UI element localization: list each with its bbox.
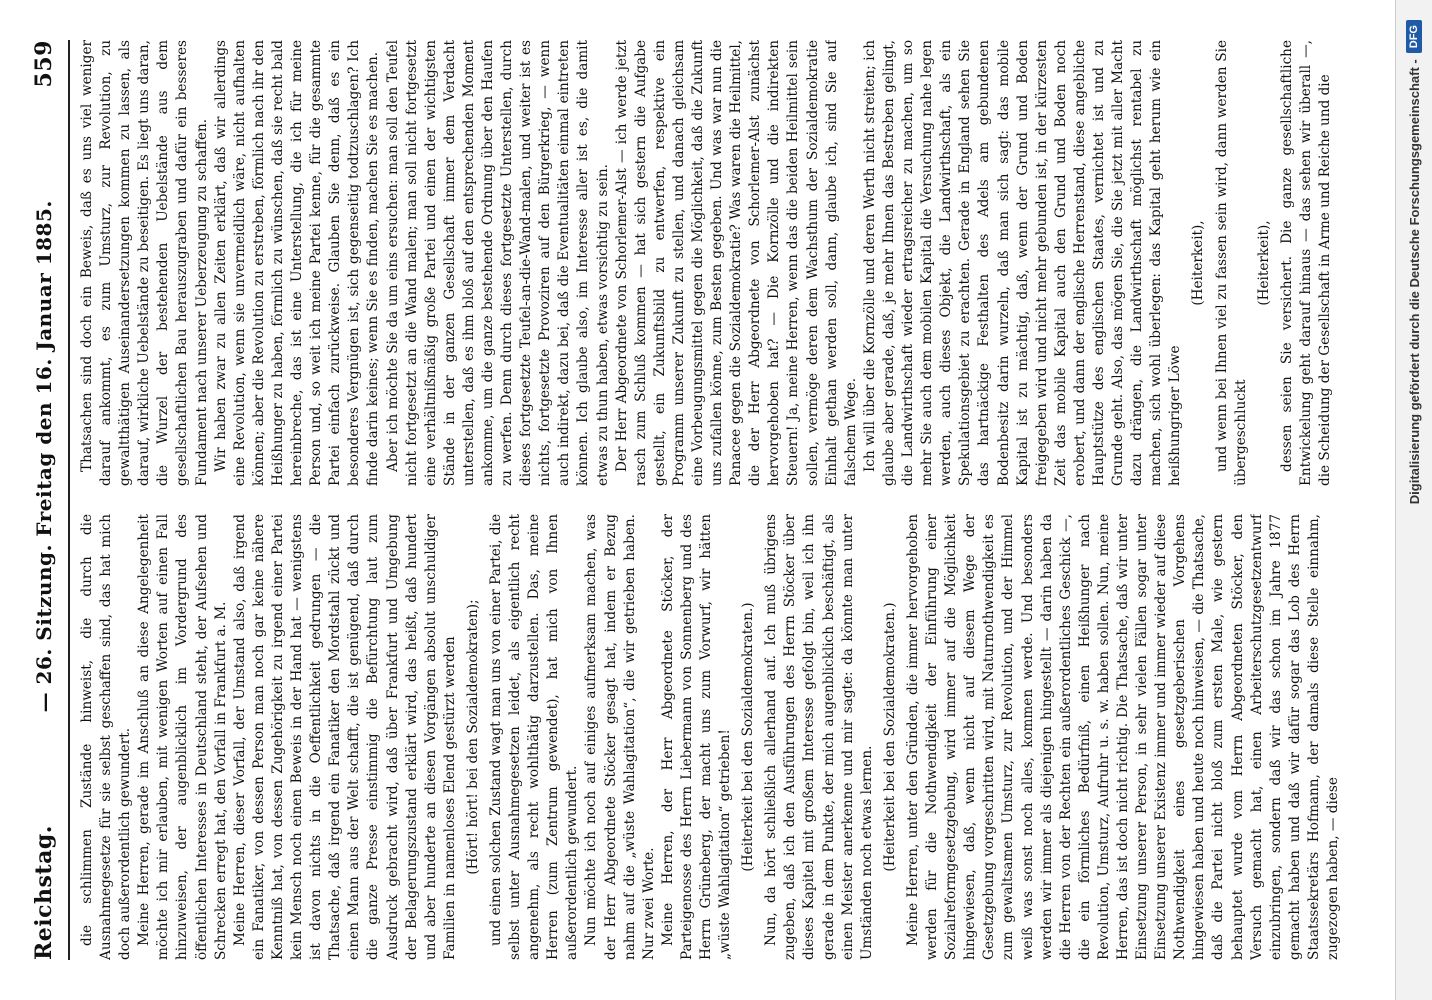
paragraph: und wenn bei Ihnen viel zu fassen sein wird, dann werden Sie übergeschluckt bbox=[1213, 40, 1249, 486]
paragraph: Nun, da hört schließlich allerhand auf. Ich muß übrigens zugeben, daß ich den Ausführungen des Herrn Stöcker über dieses Kapitel mit großem Interesse gefolgt bin, weil ich ihn gerade in dem Punkte, der mich augenblicklich beschäftigt, als einen Meister anerkenne und mir sagte: da könnte man unter Umständen noch etwas lernen. bbox=[763, 514, 875, 960]
header-session-date: — 26. Sitzung. Freitag den 16. Januar 1885. bbox=[32, 200, 56, 713]
paragraph: Meine Herren, der Herr Abgeordnete Stöcker, der Parteigenosse des Herrn Liebermann von Sonnenberg und des Herrn Grüneberg, der macht uns zum Vorwurf, wir hätten „wüste Wahlagitation“ getrieben! bbox=[659, 514, 734, 960]
paragraph: Meine Herren, dieser Vorfall, der Umstand also, daß irgend ein Fanatiker, von dessen Person man noch gar keine nähere Kenntniß hat, von dessen Zugehörigkeit zu irgend einer Partei kein Mensch noch einen Beweis in der Hand hat — wenigstens ist davon nichts in die Oeffentlichkeit gedrungen — die Thatsache, daß irgend ein Fanatiker den Mordstahl zückt und einen Mann aus der Welt schafft, die ist genügend, daß durch die ganze Presse einstimmig die Befürchtung laut zum Ausdruck gebracht wird, daß über Frankfurt und Umgebung der Belagerungszustand erklärt wird, das heißt, daß hundert und aber hunderte an diesen Vorgängen absolut unschuldiger Familien in namenloses Elend gestürzt werden bbox=[231, 514, 458, 960]
paragraph: Ich will über die Kornzölle und deren Werth nicht streiten; ich glaube aber gerade, daß, je mehr Ihnen das Bestreben gelingt, die Landwirthschaft wieder ertragsreicher zu machen, um so mehr Sie auch dem mobilen Kapital die Versuchung nahe legen werden, auch dieses Objekt, die Landwirthschaft, als ein Spekulationsgebiet zu erachten. Gerade in England sehen Sie das hartnäckige Festhalten des Adels am gebundenen Bodenbesitz darin wurzeln, daß man sich sagt: das mobile Kapital ist zu mächtig, daß, wenn der Grund und Boden freigegeben wird und nicht mehr gebunden ist, in der kürzesten Zeit das mobile Kapital auch den Grund und Boden noch erobert, und dann der englische Herrenstand, diese angebliche Hauptstütze des englischen Staates, vernichtet ist und zu Grunde geht. Also, das mögen Sie, die Sie jetzt mit aller Macht dazu drängen, die Landwirthschaft möglichst rentabel zu machen, sich wohl überlegen: das Kapital geht herum wie ein heißhungriger Löwe bbox=[861, 40, 1184, 486]
text-columns bbox=[78, 40, 1362, 960]
dfg-badge: DFG bbox=[1406, 20, 1422, 53]
interjection: (Heiterkeit bei den Sozialdemokraten.) bbox=[881, 602, 898, 872]
header-publication: Reichstag. bbox=[31, 825, 57, 960]
page-header bbox=[24, 40, 64, 960]
text-column-right bbox=[78, 40, 1362, 486]
header-rule bbox=[68, 40, 70, 960]
interjection: (Heiterkeit), bbox=[1255, 220, 1272, 306]
paragraph: Aber ich möchte Sie da um eins ersuchen: man soll den Teufel nicht fortgesetzt an die Wand malen; man soll nicht fortgesetzt eine verhältnißmäßig große Partei und einen der wichtigsten Stände in der ganzen Gesellschaft immer dem Verdacht unterstellen, daß es ihm bloß auf den entsprechenden Moment ankomme, um die ganze bestehende Ordnung über den Haufen zu werfen. Denn durch dieses fortgesetzte Unterstellen, durch dieses fortgesetzte Teufel-an-die-Wand-malen, und weiter ist es nichts, fortgesetzte Provoziren auf den Bürgerkrieg, — wenn auch indirekt, dazu bei, daß die Eventualitäten einmal eintreten können. Ich glaube also, im Interesse aller ist es, die damit etwas zu thun haben, etwas vorsichtig zu sein. bbox=[384, 40, 611, 486]
paragraph: Der Herr Abgeordnete von Schorlemer-Alst — ich werde jetzt rasch zum Schluß kommen — hat sich gestern die Aufgabe gestellt, ein Zukunftsbild zu entwerfen, respektive ein Programm unserer Zukunft zu stellen, und danach gleichsam eine Vorbeugungsmittel gegen die Möglichkeit, daß die Zukunft uns zufallen könne, zum Besten gegeben. Und was war nun die Panacee gegen die Sozialdemokratie? Was waren die Heilmittel, die der Herr Abgeordnete von Schorlemer-Alst zunächst hervorgehoben hat? — Die Kornzölle und die indirekten Steuern! Ja, meine Herren, wenn das die beiden Heilmittel sein sollen, vermöge deren dem Wachsthum der Sozialdemokratie Einhalt gethan werden soll, dann, glaube ich, sind Sie auf falschem Wege. bbox=[613, 40, 859, 486]
header-page-number: 559 bbox=[31, 40, 57, 88]
paragraph: dessen seien Sie versichert. Die ganze gesellschaftliche Entwickelung geht darauf hinaus — das sehen wir überall —, die Scheidung der Gesellschaft in Arme und Reiche und die bbox=[1278, 40, 1333, 486]
interjection: (Heiterkeit), bbox=[1190, 220, 1207, 306]
paragraph: Nun möchte ich noch auf einiges aufmerksam machen, was der Herr Abgeordnete Stöcker gesagt hat, indem er Bezug nahm auf die „wüste Wahlagitation“, die wir getrieben haben. Nur zwei Worte. bbox=[583, 514, 657, 960]
paragraph: Thatsachen sind doch ein Beweis, daß es uns viel weniger darauf ankommt, es zum Umsturz, zur Revolution, zu gewaltthätigen Auseinandersetzungen kommen zu lassen, als darauf, wirkliche Uebelstände zu beseitigen. Es liegt uns daran, die Wurzel der bestehenden Uebelstände aus dem gesellschaftlichen Bau herauszugraben und dafür ein besseres Fundament nach unserer Ueberzeugung zu schaffen. bbox=[79, 40, 210, 486]
interjection: (Hört! hört! bei den Sozialdemokraten); bbox=[464, 599, 481, 875]
text-column-left bbox=[78, 514, 1362, 960]
interjection: (Heiterkeit bei den Sozialdemokraten.) bbox=[740, 602, 757, 872]
paragraph: die schlimmen Zustände hinweist, die durch die Ausnahmegesetze für sie selbst geschaffen sind, das hat mich doch außerordentlich gewundert. bbox=[79, 514, 134, 960]
paragraph: Meine Herren, gerade im Anschluß an diese Angelegenheit möchte ich mir erlauben, mit wenigen Worten auf einen Fall hinzuweisen, der augenblicklich im Vordergrund des öffentlichen Interesses in Deutschland steht, der Aufsehen und Schrecken erregt hat, den Vorfall in Frankfurt a. M. bbox=[136, 514, 229, 960]
paragraph: Wir haben zwar zu allen Zeiten erklärt, daß wir allerdings eine Revolution, wenn sie unvermeidlich wäre, nicht aufhalten können; aber die Revolution zu erstreben, förmlich nach ihr den Heißhunger zu haben, förmlich zu wünschen, daß sie recht bald hereinbreche, das ist eine Unterstellung, die ich für meine Person und, so weit ich meine Partei kenne, für die gesammte Partei einfach zurückweise. Glauben Sie denn, daß es ein besonderes Vergnügen ist, sich gegenseitig todtzuschlagen? Ich finde darin keines; wenn Sie es finden, machen Sie es machen. bbox=[212, 40, 382, 486]
digitization-footer bbox=[1395, 0, 1432, 1000]
funding-text: Digitalisierung gefördert durch die Deutsche Forschungsgemeinschaft - bbox=[1406, 59, 1422, 505]
paragraph: Meine Herren, unter den Gründen, die immer hervorgehoben werden für die Nothwendigkeit der Einführung einer Sozialreformgesetzgebung, wird immer auf die Möglichkeit hingewiesen, daß, wenn nicht auf diesem Wege der Gesetzgebung vorgeschritten wird, mit Naturnothwendigkeit es zum gewaltsamen Umsturz, zur Revolution, und der Himmel weiß was sonst noch alles, kommen werde. Und besonders werden wir immer als diejenigen hingestellt — darin haben da die Herren von der Rechten ein außerordentliches Geschick —, die ein förmliches Bedürfniß, einen Heißhunger nach Revolution, Umsturz, Aufruhr u. s. w. haben sollen. Nun, meine Herren, das ist doch nicht richtig. Die Thatsache, daß wir unter Einsetzung unserer Person, in sehr vielen Fällen sogar unter Einsetzung unserer Existenz immer und immer wieder auf diese Nothwendigkeit eines gesetzgeberischen Vorgehens hingewiesen haben und heute noch hinweisen, — die Thatsache, daß die Partei nicht bloß zum ersten Male, wie gestern behauptet wurde vom Herrn Abgeordneten Stöcker, den Versuch gemacht hat, einen Arbeiterschutzgesetzentwurf einzubringen, sondern daß wir das schon im Jahre 1877 gemacht haben und daß wir dafür sogar das Lob des Herrn Staatssekretärs Hofmann, der damals diese Stelle einnahm, zugezogen haben, — diese bbox=[904, 514, 1341, 960]
paragraph: und einen solchen Zustand wagt man uns von einer Partei, die selbst unter Ausnahmegesetzen leidet, als eigentlich recht angenehm, als recht wohlthätig darzustellen. Das, meine Herren (zum Zentrum gewendet), hat mich von Ihnen außerordentlich gewundert. bbox=[487, 514, 581, 960]
